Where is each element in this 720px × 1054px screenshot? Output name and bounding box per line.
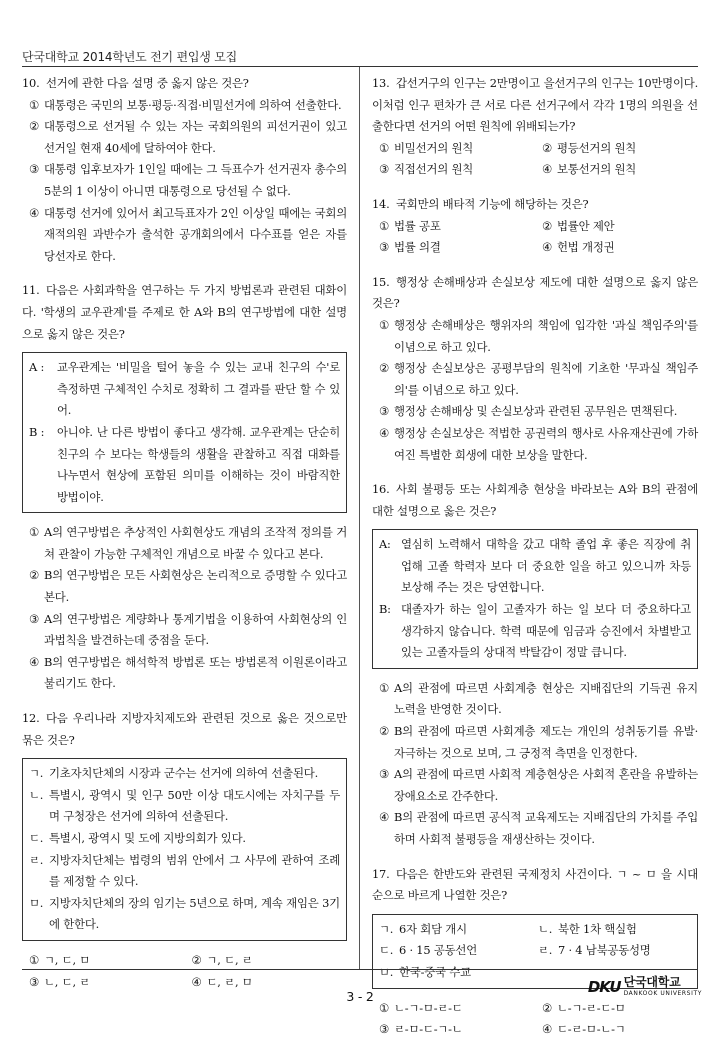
- event-mark: ㄴ.: [538, 921, 553, 936]
- option-text: ㄱ, ㄷ, ㄹ: [206, 952, 253, 967]
- option-mark: ④: [378, 810, 389, 825]
- answer-option[interactable]: [372, 807, 698, 850]
- statement-text: 특별시, 광역시 및 도에 지방의회가 있다.: [49, 831, 246, 845]
- question-number: 16.: [372, 482, 390, 497]
- question-12: [22, 708, 347, 993]
- statement-mark: ㄴ.: [29, 787, 44, 802]
- right-column: [372, 73, 698, 1054]
- event-mark: ㄹ.: [538, 943, 553, 958]
- event-mark: ㅁ.: [379, 964, 394, 979]
- option-mark: ③: [28, 974, 39, 989]
- column-divider: [359, 67, 360, 969]
- option-text: 행정상 손실보상은 적법한 공권력의 행사로 사유재산권에 가하여진 특별한 희생에 대한 보상을 말한다.: [394, 425, 698, 462]
- option-mark: ③: [378, 162, 389, 177]
- option-text: ㄹ-ㅁ-ㄷ-ㄱ-ㄴ: [394, 1022, 463, 1037]
- option-text: B의 연구방법은 해석학적 방법론 또는 방법론적 이원론이라고 불리기도 한다.: [44, 654, 347, 691]
- event-grid: [379, 919, 691, 984]
- question-17: [372, 864, 698, 1041]
- statement-line: [29, 785, 340, 828]
- answer-option[interactable]: [372, 1019, 535, 1041]
- option-text: 대통령 입후보자가 1인일 때에는 그 득표수가 선거권자 총수의 5분의 1 이상이 아니면 대통령으로 당선될 수 없다.: [44, 162, 347, 198]
- option-mark: ①: [378, 317, 389, 332]
- option-text: 법률 공포: [394, 218, 441, 233]
- question-text: 다음은 사회과학을 연구하는 두 가지 방법론과 관련된 대화이다. '학생의 교우관계'를 주제로 한 A와 B의 연구방법에 대한 설명으로 옳지 않은 것은?: [22, 283, 347, 341]
- option-grid: [372, 216, 698, 259]
- event-text: 북한 1차 핵실험: [558, 921, 637, 936]
- answer-option[interactable]: [372, 159, 535, 181]
- question-stem: [22, 280, 347, 345]
- answer-option[interactable]: [22, 609, 347, 652]
- option-mark: ①: [378, 218, 389, 233]
- option-text: A의 연구방법은 추상적인 사회현상도 개념의 조작적 정의를 거쳐 관찰이 가능한 구체적인 개념으로 바꿀 수 있다고 본다.: [44, 525, 347, 561]
- event-item: [379, 919, 532, 941]
- question-number: 10.: [22, 76, 40, 90]
- event-text: 6 · 15 공동선언: [399, 943, 478, 958]
- option-text: B의 연구방법은 모든 사회현상은 논리적으로 증명할 수 있다고 본다.: [44, 568, 347, 605]
- dialogue-text: 아니야. 난 다른 방법이 좋다고 생각해. 교우관계는 단순히 친구의 수 보다는 학생들의 생활을 관찰하고 직접 대화를 나누면서 현상에 포함된 의미를 이해하는 것이 바람직한 방법이야.: [57, 424, 340, 504]
- answer-option[interactable]: [372, 678, 698, 721]
- option-text: A의 연구방법은 계량화나 통계기법을 이용하여 사회현상의 인과법칙을 발견하는데 중점을 둔다.: [44, 611, 347, 648]
- option-text: 대통령은 국민의 보통·평등·직접·비밀선거에 의하여 선출한다.: [44, 97, 342, 112]
- statement-line: [29, 763, 340, 785]
- event-item: [538, 940, 691, 962]
- dialogue-text: 대졸자가 하는 일이 고졸자가 하는 일 보다 더 중요하다고 생각하지 않습니다. 학력 때문에 임금과 승진에서 차별받고 있는 고졸자들의 상대적 박탈감이 정말 큽니다.: [401, 602, 691, 660]
- event-text: 7 · 4 남북공동성명: [558, 943, 651, 958]
- option-mark: ④: [28, 654, 39, 669]
- question-16: [372, 479, 698, 851]
- answer-option[interactable]: [372, 315, 698, 358]
- dialogue-text: 교우관계는 '비밀을 털어 놓을 수 있는 교내 친구의 수'로 측정하면 구체적인 수치로 정확히 그 결과를 판단 할 수 있어.: [57, 360, 340, 418]
- statement-mark: ㄹ.: [29, 852, 44, 867]
- statement-mark: ㄷ.: [29, 831, 44, 845]
- option-text: A의 관점에 따르면 사회적 계층현상은 사회적 혼란을 유발하는 장애요소로 간주한다.: [394, 767, 698, 803]
- statement-text: 기초자치단체의 시장과 군수는 선거에 의하여 선출된다.: [49, 766, 319, 781]
- left-column: [22, 73, 347, 1006]
- statement-line: [29, 828, 340, 850]
- event-item: [538, 919, 691, 941]
- event-item: [379, 962, 532, 984]
- event-mark: ㄱ.: [379, 921, 394, 936]
- option-text: ㄴ, ㄷ, ㄹ: [44, 974, 91, 989]
- option-text: 행정상 손해배상 및 손실보상과 관련된 공무원은 면책된다.: [394, 404, 678, 419]
- dialogue-line: [29, 422, 340, 508]
- logo-text: [624, 976, 702, 1000]
- answer-option[interactable]: [372, 423, 698, 466]
- statement-text: 특별시, 광역시 및 인구 50만 이상 대도시에는 자치구를 두며 구청장은 선거에 의하여 선출된다.: [49, 787, 340, 824]
- option-text: 직접선거의 원칙: [394, 162, 474, 177]
- option-mark: ④: [28, 205, 39, 220]
- option-mark: ②: [541, 218, 552, 233]
- speaker-label: A :: [29, 360, 45, 375]
- option-mark: ②: [378, 361, 389, 376]
- answer-option[interactable]: [535, 1019, 698, 1041]
- statement-mark: ㄱ.: [29, 766, 44, 781]
- statement-line: [29, 850, 340, 893]
- header-rule: [22, 66, 698, 67]
- option-text: ㄷ, ㄹ, ㅁ: [206, 974, 253, 989]
- speaker-label: A:: [379, 537, 391, 552]
- question-text: 사회 불평등 또는 사회계층 현상을 바라보는 A와 B의 관점에 대한 설명으로 옳은 것은?: [372, 482, 698, 518]
- answer-option[interactable]: [535, 216, 698, 238]
- dialogue-line: [29, 357, 340, 422]
- question-14: [372, 194, 698, 259]
- statement-mark: ㅁ.: [29, 895, 44, 910]
- option-text: B의 관점에 따르면 공식적 교육제도는 지배집단의 가치를 주입하며 사회적 불평등을 재생산하는 것이다.: [394, 810, 698, 846]
- answer-option[interactable]: [535, 138, 698, 160]
- question-stem: [22, 708, 347, 751]
- answer-option[interactable]: [22, 95, 347, 117]
- option-mark: ②: [28, 119, 39, 134]
- answer-option[interactable]: [372, 358, 698, 401]
- option-mark: ③: [378, 240, 389, 255]
- dku-logo-icon: DKU: [587, 978, 621, 997]
- page-header: 단국대학교 2014학년도 전기 편입생 모집: [22, 50, 238, 64]
- question-10: [22, 73, 347, 267]
- option-text: 헌법 개정권: [557, 240, 615, 255]
- answer-option[interactable]: [535, 159, 698, 181]
- statement-text: 지방자치단체의 장의 임기는 5년으로 하며, 계속 재임은 3기에 한한다.: [49, 895, 340, 932]
- question-stem: [372, 73, 698, 138]
- option-mark: ①: [28, 97, 39, 112]
- event-item: [379, 940, 532, 962]
- option-text: 행정상 손실보상은 공평부담의 원칙에 기초한 '무과실 책임주의'를 이념으로 하고 있다.: [394, 361, 698, 397]
- question-text: 다음 우리나라 지방자치제도와 관련된 것으로 옳은 것으로만 묶은 것은?: [22, 711, 347, 747]
- question-stem: [372, 864, 698, 907]
- dialogue-line: [379, 534, 691, 599]
- answer-option[interactable]: [22, 203, 347, 268]
- event-text: 6자 회담 개시: [399, 921, 467, 936]
- question-number: 17.: [372, 866, 390, 881]
- speaker-label: B:: [379, 602, 391, 617]
- option-mark: ③: [28, 162, 39, 177]
- option-mark: ②: [191, 952, 202, 967]
- question-stem: [372, 272, 698, 315]
- answer-option[interactable]: [372, 216, 535, 238]
- dialogue-box: [372, 529, 698, 669]
- option-text: A의 관점에 따르면 사회계층 현상은 지배집단의 기득권 유지 노력을 반영한 것이다.: [394, 680, 698, 717]
- option-mark: ④: [541, 1022, 552, 1037]
- option-text: 법률 의결: [394, 240, 441, 255]
- option-mark: ③: [378, 404, 389, 419]
- option-mark: ④: [191, 974, 202, 989]
- option-text: B의 관점에 따르면 사회계층 제도는 개인의 성취동기를 유발·자극하는 것으로 보며, 그 긍정적 측면을 인정한다.: [394, 724, 698, 760]
- option-mark: ①: [378, 140, 389, 155]
- logo-subtitle: DANKOOK UNIVERSITY: [623, 990, 702, 997]
- dialogue-line: [379, 599, 691, 664]
- question-text: 국회만의 배타적 기능에 해당하는 것은?: [396, 196, 589, 211]
- answer-option[interactable]: [372, 764, 698, 807]
- question-text: 행정상 손해배상과 손실보상 제도에 대한 설명으로 옳지 않은 것은?: [372, 274, 698, 311]
- option-mark: ②: [378, 724, 389, 739]
- option-mark: ①: [378, 680, 389, 695]
- question-stem: [372, 479, 698, 522]
- question-text: 다음은 한반도와 관련된 국제정치 사건이다. ㄱ ~ ㅁ 을 시대순으로 바르게 나열한 것은?: [372, 866, 698, 903]
- option-mark: ③: [378, 1022, 389, 1037]
- question-number: 14.: [372, 196, 390, 211]
- option-mark: ④: [541, 162, 552, 177]
- option-mark: ①: [28, 525, 39, 540]
- option-text: ㄴ-ㄱ-ㄹ-ㄷ-ㅁ: [557, 1000, 626, 1015]
- option-mark: ①: [28, 952, 39, 967]
- answer-option[interactable]: [535, 237, 698, 259]
- option-text: 법률안 제안: [557, 218, 615, 233]
- statement-box: [22, 758, 347, 941]
- question-number: 13.: [372, 76, 390, 90]
- option-mark: ①: [378, 1000, 389, 1015]
- option-mark: ③: [28, 611, 39, 626]
- option-mark: ③: [378, 767, 389, 782]
- option-mark: ④: [378, 425, 389, 440]
- option-mark: ④: [541, 240, 552, 255]
- answer-option[interactable]: [372, 237, 535, 259]
- answer-option[interactable]: [22, 159, 347, 202]
- question-text: 선거에 관한 다음 설명 중 옳지 않은 것은?: [46, 76, 249, 90]
- option-mark: ②: [541, 140, 552, 155]
- option-grid: [372, 138, 698, 181]
- footer-rule: [22, 969, 698, 970]
- question-number: 12.: [22, 711, 40, 726]
- answer-option[interactable]: [22, 522, 347, 565]
- option-text: 대통령으로 선거될 수 있는 자는 국회의원의 피선거권이 있고 선거일 현재 40세에 달하여야 한다.: [44, 119, 347, 155]
- option-mark: ②: [28, 568, 39, 583]
- answer-option[interactable]: [372, 138, 535, 160]
- statement-text: 지방자치단체는 법령의 범위 안에서 그 사무에 관하여 조례를 제정할 수 있다.: [49, 852, 340, 889]
- question-number: 15.: [372, 274, 390, 289]
- question-stem: [372, 194, 698, 216]
- logo-name: 단국대학교: [623, 975, 681, 989]
- answer-option[interactable]: [372, 721, 698, 764]
- question-13: [372, 73, 698, 181]
- option-text: 평등선거의 원칙: [557, 140, 637, 155]
- speaker-label: B :: [29, 424, 45, 439]
- option-text: ㄱ, ㄷ, ㅁ: [44, 952, 91, 967]
- event-mark: ㄷ.: [379, 943, 394, 958]
- option-text: 행정상 손해배상은 행위자의 책임에 입각한 '과실 책임주의'를 이념으로 하고 있다.: [394, 317, 698, 354]
- option-mark: ②: [541, 1000, 552, 1015]
- question-text: 갑선거구의 인구는 2만명이고 을선거구의 인구는 10만명이다. 이처럼 인구 편차가 큰 서로 다른 선거구에서 각각 1명의 의원을 선출한다면 선거의 어떤 원칙에 위배되는가?: [372, 76, 698, 134]
- answer-option[interactable]: [22, 652, 347, 695]
- answer-option[interactable]: [372, 401, 698, 423]
- answer-option[interactable]: [22, 116, 347, 159]
- answer-option[interactable]: [22, 565, 347, 608]
- dialogue-box: [22, 352, 347, 513]
- question-11: [22, 280, 347, 695]
- option-text: 보통선거의 원칙: [557, 162, 637, 177]
- option-text: 대통령 선거에 있어서 최고득표자가 2인 이상일 때에는 국회의 재적의원 과반수가 출석한 공개회의에서 다수표를 얻은 자를 당선자로 한다.: [44, 205, 347, 263]
- page-number: 3 - 2: [346, 989, 374, 1004]
- option-text: 비밀선거의 원칙: [394, 140, 474, 155]
- question-stem: [22, 73, 347, 95]
- statement-line: [29, 893, 340, 936]
- question-number: 11.: [22, 283, 40, 298]
- option-text: ㄷ-ㄹ-ㅁ-ㄴ-ㄱ: [557, 1022, 626, 1037]
- option-text: ㄴ-ㄱ-ㅁ-ㄹ-ㄷ: [394, 1000, 463, 1015]
- university-logo: [588, 976, 702, 1000]
- dialogue-text: 열심히 노력해서 대학을 갔고 대학 졸업 후 좋은 직장에 취업해 고졸 학력자 보다 더 중요한 일을 하고 있으니까 차등 보상해 주는 것은 당연합니다.: [401, 537, 691, 595]
- question-15: [372, 272, 698, 466]
- event-text: 한국-중국 수교: [399, 964, 471, 979]
